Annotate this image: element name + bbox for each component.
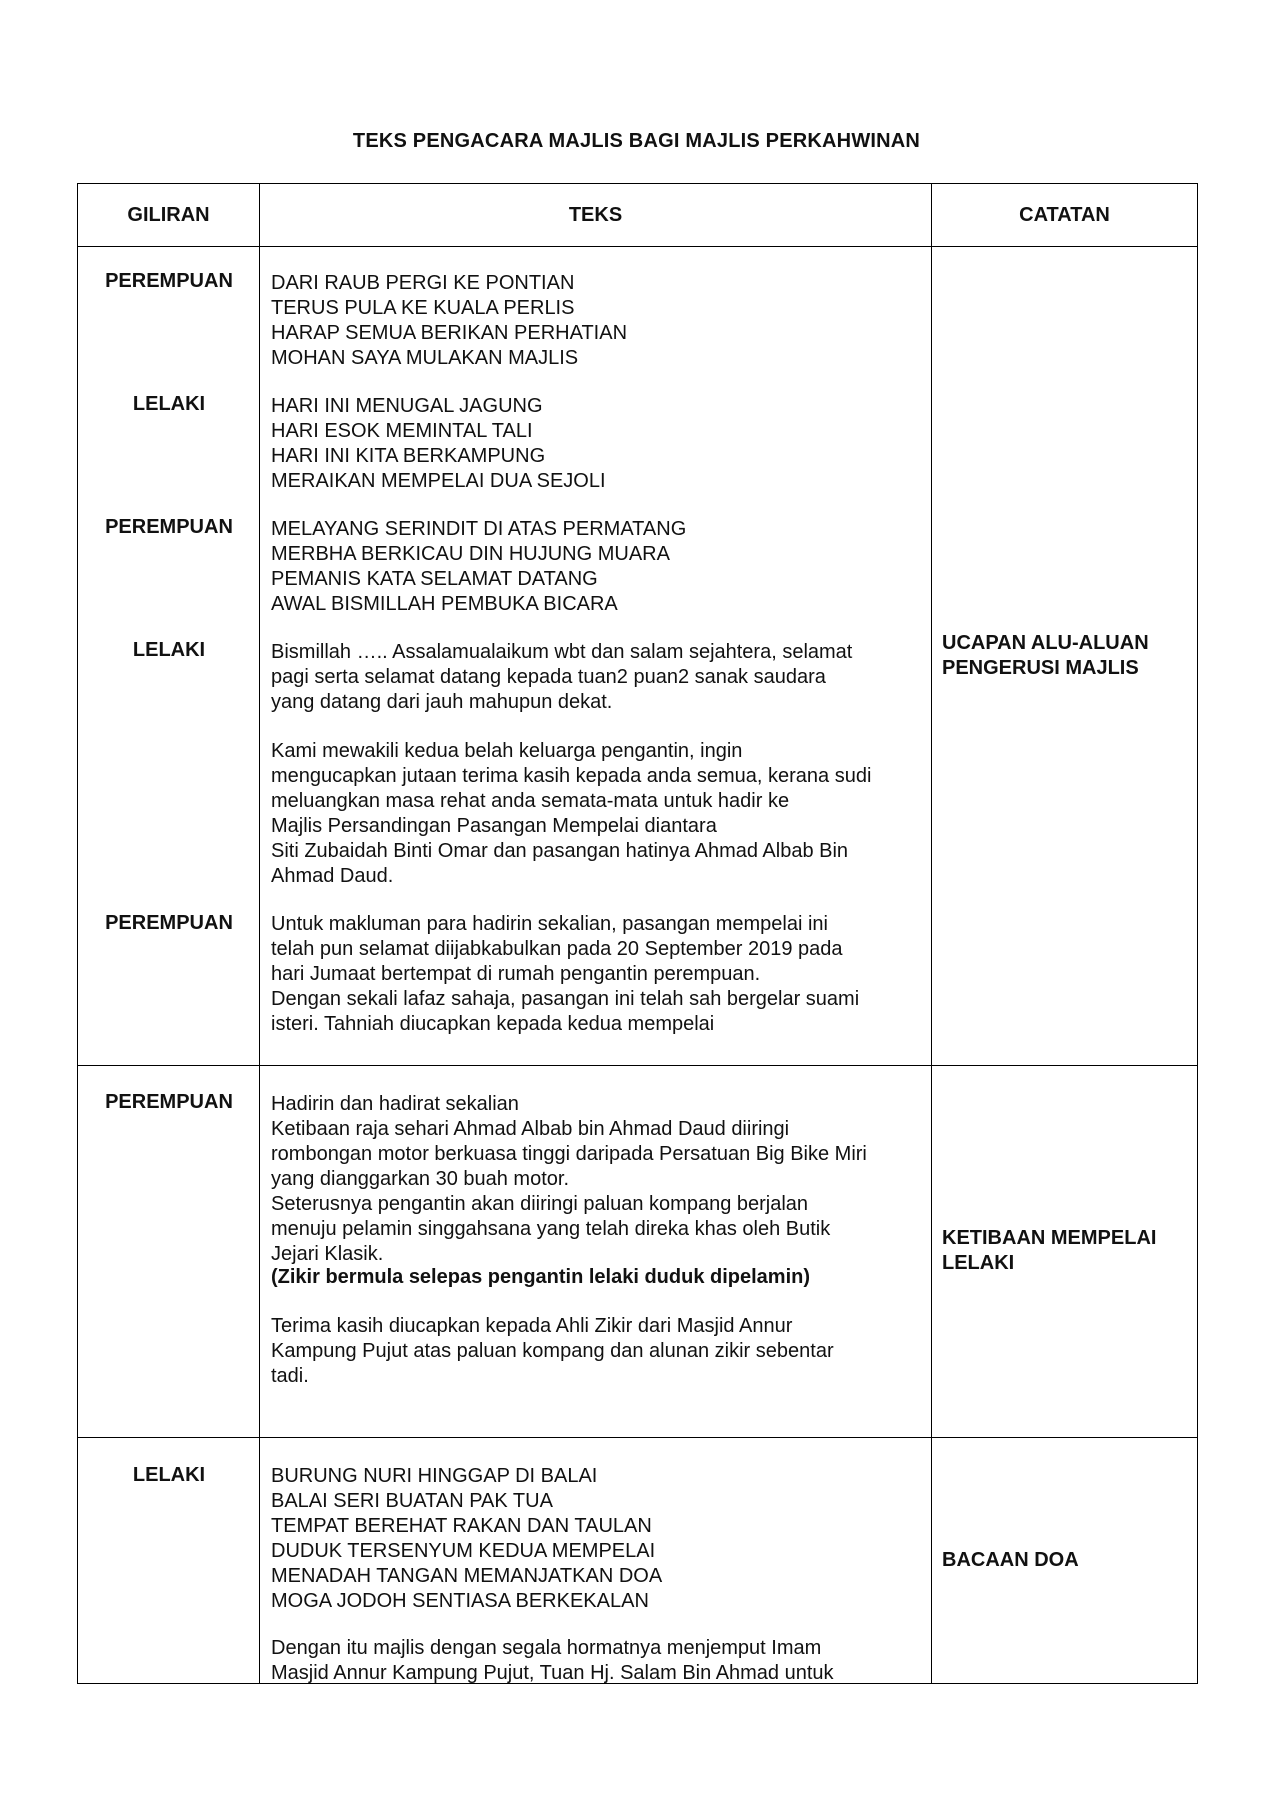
section-row-welcome [78, 247, 1198, 1066]
speaker-cell [78, 247, 260, 1066]
note-label: BACAAN DOA [942, 1549, 1079, 1571]
stage-direction: (Zikir bermula selepas pengantin lelaki duduk dipelamin) [271, 1266, 811, 1288]
text-paragraph: Kami mewakili kedua belah keluarga pengantin, ingin mengucapkan jutaan terima kasih kepada anda semua, kerana sudi meluangkan masa rehat anda semata-mata untuk hadir ke Majlis Persandingan Pasangan Mempelai diantara Siti Zubaidah Binti Omar dan pasangan hatinya Ahmad Albab Bin Ahmad Daud. [271, 740, 872, 887]
section-row-prayer [78, 1438, 1198, 1684]
text-paragraph: Hadirin dan hadirat sekalian Ketibaan raja sehari Ahmad Albab bin Ahmad Daud diiringi rombongan motor berkuasa tinggi daripada Persatuan Big Bike Miri yang dianggarkan 30 buah motor. Seterusnya pengantin akan diiringi paluan kompang berjalan menuju pelamin singgahsana yang telah direka khas oleh Butik Jejari Klasik. [271, 1093, 867, 1265]
speaker-cell [78, 1438, 260, 1684]
pantun-block: MELAYANG SERINDIT DI ATAS PERMATANG MERBHA BERKICAU DIN HUJUNG MUARA PEMANIS KATA SELAMAT DATANG AWAL BISMILLAH PEMBUKA BICARA [271, 518, 687, 615]
header-giliran: GILIRAN [78, 184, 260, 247]
speaker-label: PEREMPUAN [105, 270, 233, 292]
speaker-label: LELAKI [132, 1464, 206, 1486]
note-cell [932, 247, 1198, 1066]
pantun-block: HARI INI MENUGAL JAGUNG HARI ESOK MEMINTAL TALI HARI INI KITA BERKAMPUNG MERAIKAN MEMPELAI DUA SEJOLI [271, 395, 606, 492]
text-cell [260, 247, 932, 1066]
speaker-cell [78, 1066, 260, 1438]
note-label: UCAPAN ALU-ALUAN PENGERUSI MAJLIS [942, 632, 1149, 679]
note-cell [932, 1438, 1198, 1684]
header-teks: TEKS [260, 184, 932, 247]
text-paragraph: Terima kasih diucapkan kepada Ahli Zikir dari Masjid Annur Kampung Pujut atas paluan kompang dan alunan zikir sebentar tadi. [271, 1315, 834, 1387]
text-cell [260, 1438, 932, 1684]
header-row [78, 184, 1198, 247]
section-row-arrival [78, 1066, 1198, 1438]
pantun-block: DARI RAUB PERGI KE PONTIAN TERUS PULA KE KUALA PERLIS HARAP SEMUA BERIKAN PERHATIAN MOHAN SAYA MULAKAN MAJLIS [271, 272, 628, 369]
script-table [77, 183, 1198, 1684]
speaker-label: PEREMPUAN [105, 1091, 233, 1113]
speaker-label: LELAKI [132, 639, 206, 661]
header-catatan: CATATAN [932, 184, 1198, 247]
speaker-label: PEREMPUAN [105, 912, 233, 934]
speaker-label: LELAKI [132, 393, 206, 415]
page-title: TEKS PENGACARA MAJLIS BAGI MAJLIS PERKAHWINAN [352, 130, 921, 152]
text-paragraph: Dengan itu majlis dengan segala hormatnya menjemput Imam Masjid Annur Kampung Pujut, Tuan Hj. Salam Bin Ahmad untuk [271, 1637, 834, 1684]
text-paragraph: Untuk makluman para hadirin sekalian, pasangan mempelai ini telah pun selamat diijabkabulkan pada 20 September 2019 pada hari Jumaat bertempat di rumah pengantin perempuan. Dengan sekali lafaz sahaja, pasangan ini telah sah bergelar suami isteri. Tahniah diucapkan kepada kedua mempelai [271, 913, 860, 1035]
pantun-block: BURUNG NURI HINGGAP DI BALAI BALAI SERI BUATAN PAK TUA TEMPAT BEREHAT RAKAN DAN TAULAN DUDUK TERSENYUM KEDUA MEMPELAI MENADAH TANGAN MEMANJATKAN DOA MOGA JODOH SENTIASA BERKEKALAN [271, 1465, 663, 1612]
note-cell [932, 1066, 1198, 1438]
note-label: KETIBAAN MEMPELAI LELAKI [942, 1227, 1157, 1274]
text-cell [260, 1066, 932, 1438]
speaker-label: PEREMPUAN [105, 516, 233, 538]
text-paragraph: Bismillah ….. Assalamualaikum wbt dan salam sejahtera, selamat pagi serta selamat datang kepada tuan2 puan2 sanak saudara yang datang dari jauh mahupun dekat. [271, 641, 853, 713]
